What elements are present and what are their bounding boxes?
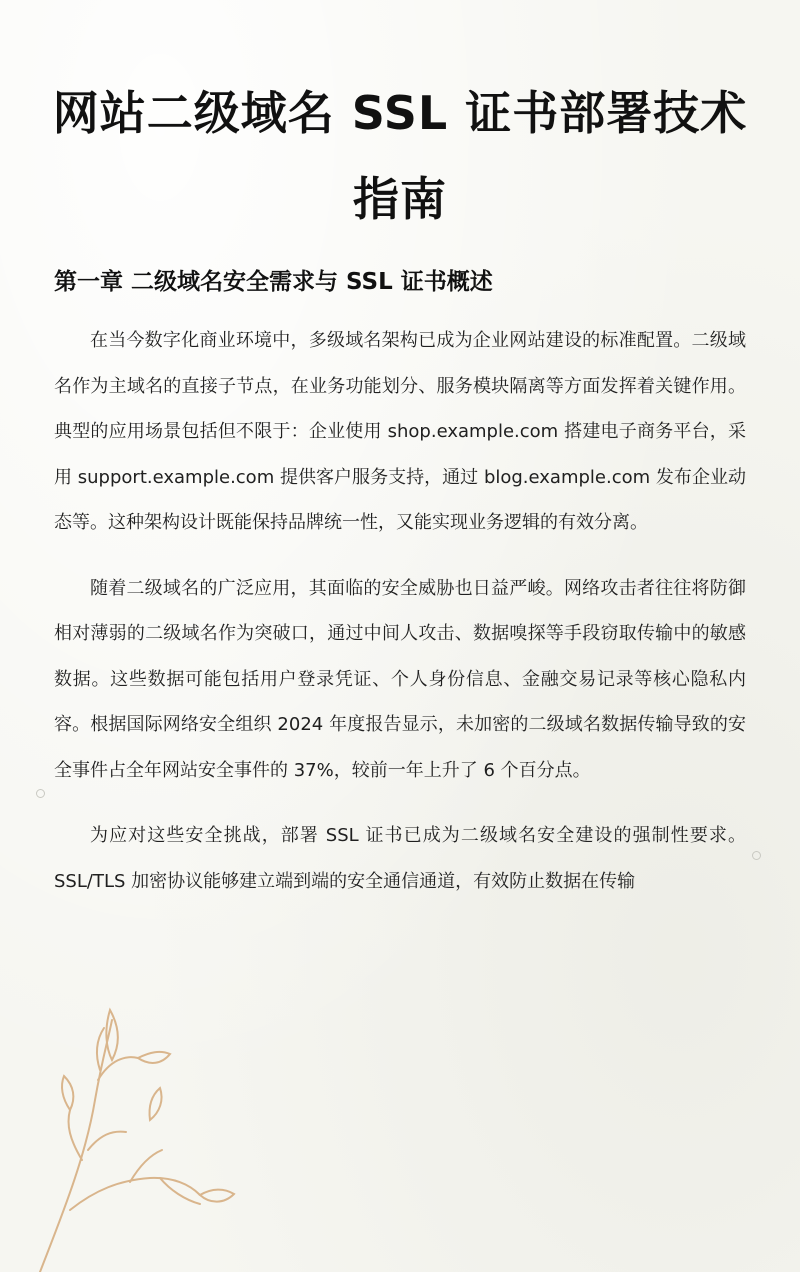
decorative-dot (752, 851, 761, 860)
chapter-heading: 第一章 二级域名安全需求与 SSL 证书概述 (54, 269, 493, 295)
decorative-dot (36, 789, 45, 798)
branch-decoration-icon (0, 1000, 260, 1272)
paragraph: 随着二级域名的广泛应用，其面临的安全威胁也日益严峻。网络攻击者往往将防御相对薄弱的二级域名作为突破口，通过中间人攻击、数据嗅探等手段窃取传输中的敏感数据。这些数据可能包括用户登录凭证、个人身份信息、金融交易记录等核心隐私内容。根据国际网络安全组织 2024 年度报告显示，未加密的二级域名数据传输导致的安全事件占全年网站安全事件的 37%，较前一年上升了 6 个百分点。 (54, 577, 746, 781)
paragraph: 在当今数字化商业环境中，多级域名架构已成为企业网站建设的标准配置。二级域名作为主域名的直接子节点，在业务功能划分、服务模块隔离等方面发挥着关键作用。典型的应用场景包括但不限于：企业使用 shop.example.com 搭建电子商务平台，采用 support.example.com 提供客户服务支持，通过 blog.example.com 发布企业动态等。这种架构设计既能保持品牌统一性，又能实现业务逻辑的有效分离。 (54, 330, 746, 533)
paragraph: 为应对这些安全挑战，部署 SSL 证书已成为二级域名安全建设的强制性要求。SSL/TLS 加密协议能够建立端到端的安全通信通道，有效防止数据在传输 (54, 825, 746, 892)
document-title: 网站二级域名 SSL 证书部署技术指南 (52, 86, 748, 226)
body-text (54, 318, 746, 924)
